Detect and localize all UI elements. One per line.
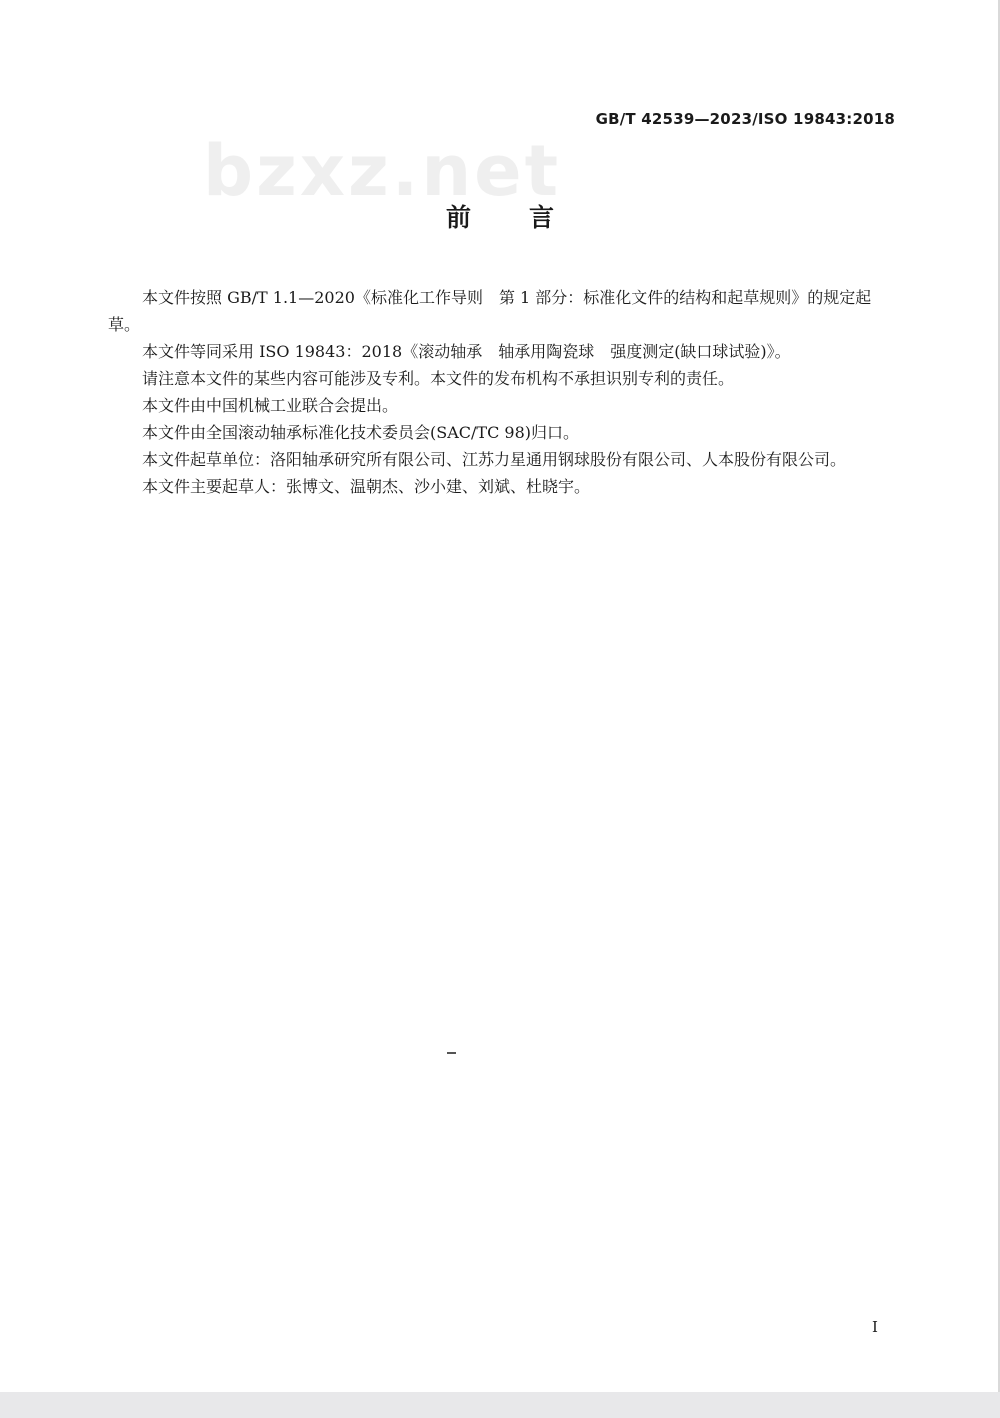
paragraph-drafters: 本文件主要起草人：张博文、温朝杰、沙小建、刘斌、杜晓宇。 <box>142 477 591 496</box>
viewer-bottom-strip <box>0 1392 1000 1418</box>
document-code: GB/T 42539—2023/ISO 19843:2018 <box>595 110 895 128</box>
watermark: bzxz.net <box>203 130 562 212</box>
page-number: I <box>872 1318 878 1336</box>
paragraph-drafting-rules: 本文件按照 GB/T 1.1—2020《标准化工作导则 第 1 部分：标准化文件的结构和起草规则》的规定起草。 <box>108 288 872 334</box>
paragraph-adoption: 本文件等同采用 ISO 19843：2018《滚动轴承 轴承用陶瓷球 强度测定(缺口球试验)》。 <box>142 342 791 361</box>
paragraph-drafting-units: 本文件起草单位：洛阳轴承研究所有限公司、江苏力星通用钢球股份有限公司、人本股份有限公司。 <box>142 450 847 469</box>
foreword-body <box>108 284 898 500</box>
paragraph-proposer: 本文件由中国机械工业联合会提出。 <box>142 396 399 415</box>
paragraph-patent-notice: 请注意本文件的某些内容可能涉及专利。本文件的发布机构不承担识别专利的责任。 <box>142 369 735 388</box>
page-title: 前言 <box>445 203 612 232</box>
paragraph-committee: 本文件由全国滚动轴承标准化技术委员会(SAC/TC 98)归口。 <box>142 423 579 442</box>
stray-mark <box>447 1052 456 1054</box>
